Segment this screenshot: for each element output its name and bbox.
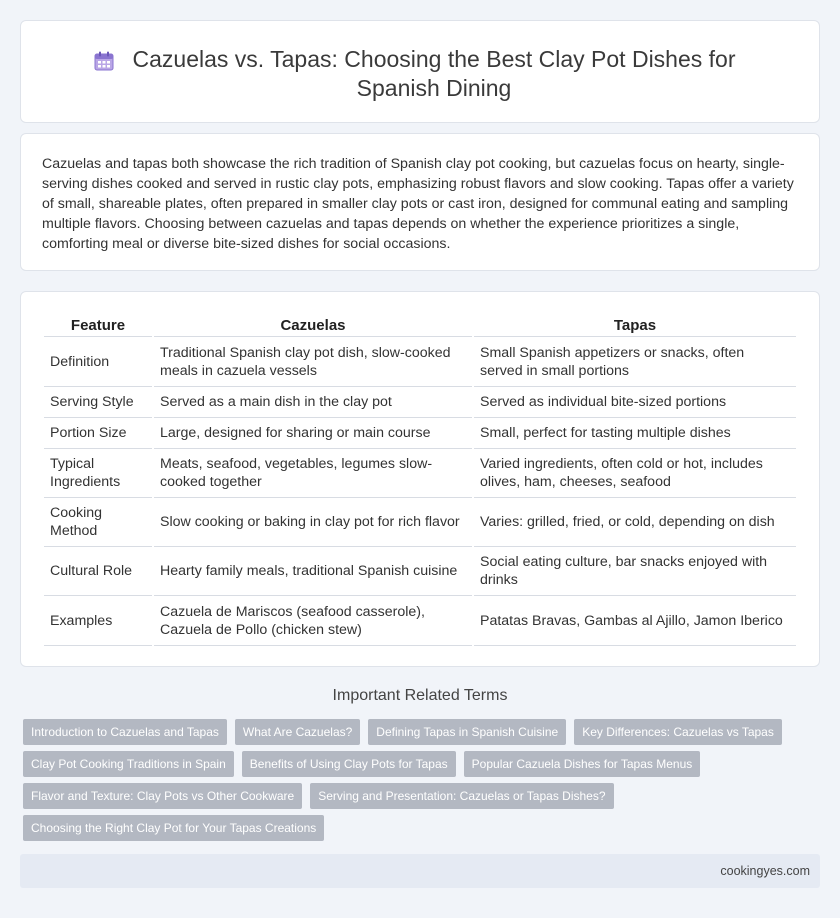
tag-row bbox=[23, 751, 803, 777]
comparison-table-card bbox=[20, 291, 820, 667]
title-card bbox=[20, 20, 820, 123]
table-cell-cazuelas: Hearty family meals, traditional Spanish cuisine bbox=[154, 547, 472, 596]
table-cell-feature: Cooking Method bbox=[44, 498, 152, 547]
footer-site-link[interactable]: cookingyes.com bbox=[720, 864, 810, 878]
table-header-row bbox=[44, 315, 796, 337]
intro-paragraph: Cazuelas and tapas both showcase the rich tradition of Spanish clay pot cooking, but cazuelas focus on hearty, single-serving dishes cooked and served in rustic clay pots, emphasizing robust flavors and slow cooking. Tapas offer a variety of small, shareable plates, often prepared in smaller clay pots or cast iron, designed for communal eating and sampling multiple flavors. Choosing between cazuelas and tapas depends on whether the experience prioritizes a single, comforting meal or diverse bite-sized dishes for social occasions. bbox=[42, 156, 794, 252]
table-row bbox=[44, 449, 796, 498]
table-row bbox=[44, 337, 796, 387]
table-cell-cazuelas: Slow cooking or baking in clay pot for rich flavor bbox=[154, 498, 472, 547]
table-cell-feature: Examples bbox=[44, 596, 152, 646]
table-cell-tapas: Patatas Bravas, Gambas al Ajillo, Jamon Iberico bbox=[474, 596, 796, 646]
tag-link[interactable]: Clay Pot Cooking Traditions in Spain bbox=[23, 751, 234, 777]
table-row bbox=[44, 596, 796, 646]
table-cell-cazuelas: Large, designed for sharing or main course bbox=[154, 418, 472, 449]
tag-link[interactable]: Serving and Presentation: Cazuelas or Tapas Dishes? bbox=[310, 783, 613, 809]
intro-card bbox=[20, 133, 820, 271]
table-cell-tapas: Small Spanish appetizers or snacks, often served in small portions bbox=[474, 337, 796, 387]
table-cell-feature: Typical Ingredients bbox=[44, 449, 152, 498]
tag-link[interactable]: Introduction to Cazuelas and Tapas bbox=[23, 719, 227, 745]
page-title: Cazuelas vs. Tapas: Choosing the Best Clay Pot Dishes for Spanish Dining bbox=[132, 46, 736, 101]
tag-link[interactable]: Flavor and Texture: Clay Pots vs Other Cookware bbox=[23, 783, 302, 809]
header-cazuelas: Cazuelas bbox=[154, 315, 472, 337]
tag-link[interactable]: What Are Cazuelas? bbox=[235, 719, 360, 745]
tag-link[interactable]: Defining Tapas in Spanish Cuisine bbox=[368, 719, 566, 745]
tag-row bbox=[23, 815, 803, 841]
tag-link[interactable]: Benefits of Using Clay Pots for Tapas bbox=[242, 751, 456, 777]
table-row bbox=[44, 547, 796, 596]
table-cell-feature: Cultural Role bbox=[44, 547, 152, 596]
tag-link[interactable]: Key Differences: Cazuelas vs Tapas bbox=[574, 719, 782, 745]
footer bbox=[20, 854, 820, 888]
header-tapas: Tapas bbox=[474, 315, 796, 337]
table-cell-feature: Portion Size bbox=[44, 418, 152, 449]
table-cell-tapas: Varies: grilled, fried, or cold, depending on dish bbox=[474, 498, 796, 547]
header-feature: Feature bbox=[44, 315, 152, 337]
table-cell-feature: Serving Style bbox=[44, 387, 152, 418]
tag-row bbox=[23, 783, 803, 809]
table-cell-tapas: Social eating culture, bar snacks enjoyed with drinks bbox=[474, 547, 796, 596]
table-cell-cazuelas: Served as a main dish in the clay pot bbox=[154, 387, 472, 418]
tag-link[interactable]: Choosing the Right Clay Pot for Your Tapas Creations bbox=[23, 815, 324, 841]
tag-row bbox=[23, 719, 803, 745]
table-row bbox=[44, 498, 796, 547]
tag-link[interactable]: Popular Cazuela Dishes for Tapas Menus bbox=[464, 751, 701, 777]
table-cell-tapas: Varied ingredients, often cold or hot, includes olives, ham, cheeses, seafood bbox=[474, 449, 796, 498]
table-cell-tapas: Small, perfect for tasting multiple dishes bbox=[474, 418, 796, 449]
related-terms-tags bbox=[23, 719, 803, 847]
related-terms-heading: Important Related Terms bbox=[332, 687, 508, 704]
table-row bbox=[44, 418, 796, 449]
table-cell-cazuelas: Traditional Spanish clay pot dish, slow-cooked meals in cazuela vessels bbox=[154, 337, 472, 387]
table-row bbox=[44, 387, 796, 418]
table-cell-cazuelas: Meats, seafood, vegetables, legumes slow-cooked together bbox=[154, 449, 472, 498]
table-cell-cazuelas: Cazuela de Mariscos (seafood casserole), Cazuela de Pollo (chicken stew) bbox=[154, 596, 472, 646]
table-cell-feature: Definition bbox=[44, 337, 152, 387]
table-cell-tapas: Served as individual bite-sized portions bbox=[474, 387, 796, 418]
comparison-table bbox=[42, 315, 798, 646]
